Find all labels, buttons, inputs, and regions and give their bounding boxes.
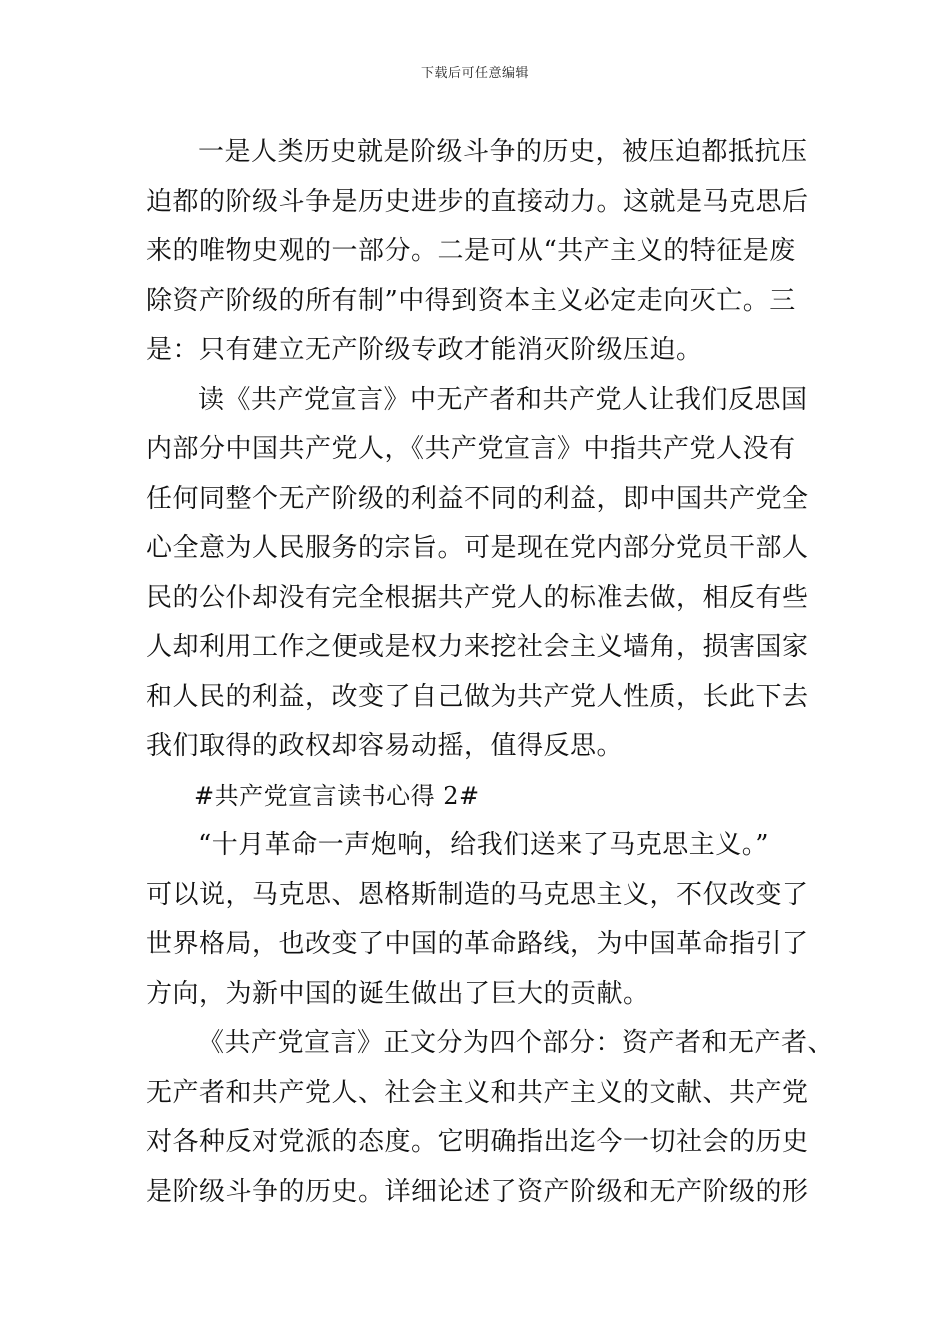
text-line: 方向，为新中国的诞生做出了巨大的贡献。 [146, 978, 650, 1009]
paragraph-1 [146, 128, 811, 376]
text-line: 民的公仆却没有完全根据共产党人的标准去做，相反有些 [146, 582, 809, 613]
text-line: 是阶级斗争的历史。详细论述了资产阶级和无产阶级的形 [146, 1176, 809, 1207]
text-line: 除资产阶级的所有制”中得到资本主义必定走向灭亡。三 [146, 285, 796, 316]
text-line: 内部分中国共产党人，《共产党宣言》中指共产党人没有 [146, 434, 796, 464]
text-line: 人却利用工作之便或是权力来挖社会主义墙角，损害国家 [146, 632, 809, 662]
text-line: 可以说，马克思、恩格斯制造的马克思主义，不仅改变了 [146, 879, 809, 910]
page-header: 下载后可任意编辑 [420, 66, 529, 81]
section-heading [146, 772, 811, 822]
text-line: 迫都的阶级斗争是历史进步的直接动力。这就是马克思后 [146, 186, 809, 217]
paragraph-4 [146, 1019, 835, 1217]
text-line: 心全意为人民服务的宗旨。可是现在党内部分党员干部人 [146, 533, 809, 563]
heading-text: #共产党宣言读书心得 2# [194, 781, 480, 810]
text-line: 对各种反对党派的态度。它明确指出迄今一切社会的历史 [146, 1127, 809, 1157]
text-line: 是：只有建立无产阶级专政才能消灭阶级压迫。 [146, 335, 703, 365]
text-line: 来的唯物史观的一部分。二是可从“共产主义的特征是废 [146, 236, 796, 266]
text-line: 读《共产党宣言》中无产者和共产党人让我们反思国 [198, 384, 808, 415]
text-line: 世界格局，也改变了中国的革命路线，为中国革命指引了 [146, 929, 809, 959]
text-line: “十月革命一声炮响，给我们送来了马克思主义。” [198, 830, 770, 860]
text-line: 无产者和共产党人、社会主义和共产主义的文献、共产党 [146, 1077, 809, 1108]
paragraph-3 [146, 821, 811, 1019]
paragraph-2 [146, 376, 811, 772]
text-line: 任何同整个无产阶级的利益不同的利益，即中国共产党全 [146, 483, 809, 514]
body-text [146, 128, 835, 1217]
text-line: 一是人类历史就是阶级斗争的历史，被压迫都抵抗压 [198, 137, 808, 167]
text-line: 《共产党宣言》正文分为四个部分：资产者和无产者、 [198, 1028, 835, 1058]
text-line: 我们取得的政权却容易动摇，值得反思。 [146, 731, 624, 761]
text-line: 和人民的利益，改变了自己做为共产党人性质，长此下去 [146, 681, 809, 712]
